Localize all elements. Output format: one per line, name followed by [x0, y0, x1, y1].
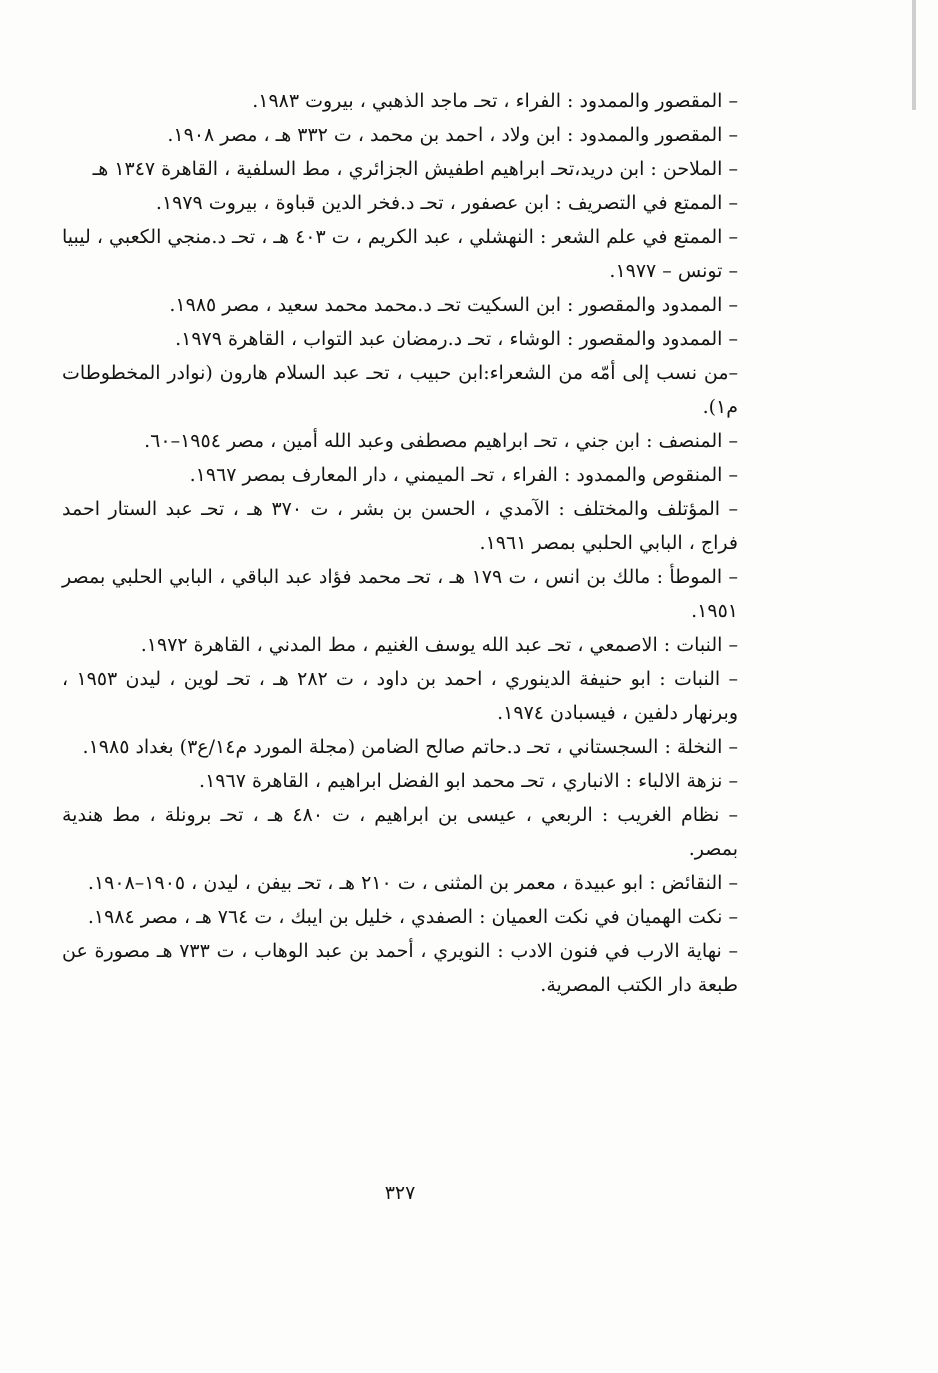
bibliography-entry: – نكت الهميان في نكت العميان : الصفدي ، خليل بن ايبك ، ت ٧٦٤ هـ ، مصر ١٩٨٤.	[87, 906, 738, 928]
bibliography-entry: – الممدود والمقصور : ابن السكيت تحـ د.محمد محمد سعيد ، مصر ١٩٨٥.	[169, 294, 738, 316]
bibliography-entry: – المنقوص والممدود : الفراء ، تحـ الميمني ، دار المعارف بمصر ١٩٦٧.	[189, 464, 738, 486]
bibliography-entry: – نزهة الالباء : الانباري ، تحـ محمد ابو الفضل ابراهيم ، القاهرة ١٩٦٧.	[199, 770, 738, 792]
scan-edge-mark	[912, 0, 916, 110]
bibliography-entry: –من نسب إلى أمّه من الشعراء:ابن حبيب ، تحـ عبد السلام هارون (نوادر المخطوطات م١).	[62, 362, 738, 418]
bibliography-entry: – النخلة : السجستاني ، تحـ د.حاتم صالح الضامن (مجلة المورد م١٤/ع٣) بغداد ١٩٨٥.	[82, 736, 738, 758]
bibliography-list	[62, 84, 738, 1002]
bibliography-entry: – المنصف : ابن جني ، تحـ ابراهيم مصطفى وعبد الله أمين ، مصر ١٩٥٤–٦٠.	[144, 430, 738, 452]
bibliography-entry: – المؤتلف والمختلف : الآمدي ، الحسن بن بشر ، ت ٣٧٠ هـ ، تحـ عبد الستار احمد فراج ، البابي الحلبي بمصر ١٩٦١.	[62, 498, 738, 554]
bibliography-entry: – المقصور والممدود : ابن ولاد ، احمد بن محمد ، ت ٣٣٢ هـ ، مصر ١٩٠٨.	[167, 124, 738, 146]
bibliography-entry: – النقائض : ابو عبيدة ، معمر بن المثنى ، ت ٢١٠ هـ ، تحـ بيفن ، ليدن ، ١٩٠٥–١٩٠٨.	[87, 872, 738, 894]
bibliography-entry: – نظام الغريب : الربعي ، عيسى بن ابراهيم ، ت ٤٨٠ هـ ، تحـ برونلة ، مط هندية بمصر.	[62, 804, 738, 860]
bibliography-entry: – المقصور والممدود : الفراء ، تحـ ماجد الذهبي ، بيروت ١٩٨٣.	[252, 90, 738, 112]
bibliography-entry: – الممدود والمقصور : الوشاء ، تحـ د.رمضان عبد التواب ، القاهرة ١٩٧٩.	[175, 328, 738, 350]
bibliography-entry: – نهاية الارب في فنون الادب : النويري ، أحمد بن عبد الوهاب ، ت ٧٣٣ هـ مصورة عن طبعة دار الكتب المصرية.	[62, 940, 738, 996]
bibliography-entry: – الموطأ : مالك بن انس ، ت ١٧٩ هـ ، تحـ محمد فؤاد عبد الباقي ، البابي الحلبي بمصر ١٩٥١.	[62, 566, 738, 622]
bibliography-entry: – الممتع في علم الشعر : النهشلي ، عبد الكريم ، ت ٤٠٣ هـ ، تحـ د.منجي الكعبي ، ليبيا – تونس – ١٩٧٧.	[62, 226, 738, 282]
page-number: ٣٢٧	[384, 1182, 416, 1204]
bibliography-entry: – الملاحن : ابن دريد،تحـ ابراهيم اطفيش الجزائري ، مط السلفية ، القاهرة ١٣٤٧ هـ	[92, 158, 738, 180]
bibliography-entry: – النبات : ابو حنيفة الدينوري ، احمد بن داود ، ت ٢٨٢ هـ ، تحـ لوين ، ليدن ١٩٥٣ ، وبرنهار دلفين ، فيسبادن ١٩٧٤.	[62, 668, 738, 724]
bibliography-entry: – الممتع في التصريف : ابن عصفور ، تحـ د.فخر الدين قباوة ، بيروت ١٩٧٩.	[155, 192, 738, 214]
bibliography-entry: – النبات : الاصمعي ، تحـ عبد الله يوسف الغنيم ، مط المدني ، القاهرة ١٩٧٢.	[140, 634, 738, 656]
